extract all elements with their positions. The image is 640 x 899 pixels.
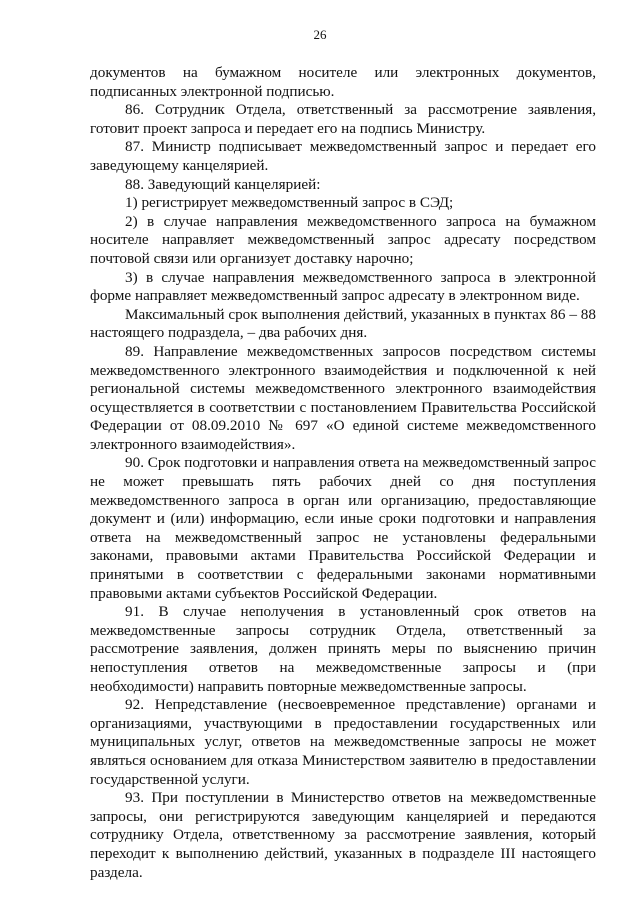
paragraph-continuation: документов на бумажном носителе или электронных документов, подписанных электронной подписью. — [90, 64, 596, 100]
document-body — [90, 64, 596, 882]
paragraph-90: 90. Срок подготовки и направления ответа на межведомственный запрос не может превышать пять рабочих дней со дня поступления межведомственного запроса в орган или организацию, предоставляющие документ и (или) информацию, если иные сроки подготовки и направления ответа на межведомственный запрос не установлены федеральными законами, правовыми актами Правительства Российской Федерации и принятыми в соответствии с федеральными законами нормативными правовыми актами субъектов Российской Федерации. — [90, 454, 596, 602]
paragraph-86: 86. Сотрудник Отдела, ответственный за рассмотрение заявления, готовит проект запроса и передает его на подпись Министру. — [90, 101, 596, 137]
page-number: 26 — [313, 27, 327, 42]
paragraph-88-item-2: 2) в случае направления межведомственного запроса на бумажном носителе направляет межведомственный запрос адресату посредством почтовой связи или организует доставку нарочно; — [90, 212, 596, 267]
paragraph-88-item-1: 1) регистрирует межведомственный запрос в СЭД; — [125, 194, 454, 212]
paragraph-92: 92. Непредставление (несвоевременное представление) органами и организациями, участвующими в предоставлении государственных или муниципальных услуг, ответов на межведомственные запросы не может являться основанием для отказа Министерством заявителю в предоставлении государственной услуги. — [90, 696, 596, 788]
paragraph-89: 89. Направление межведомственных запросов посредством системы межведомственного электронного взаимодействия и подключенной к ней региональной системы межведомственного электронного взаимодействия осуществляется в соответствии с постановлением Правительства Российской Федерации от 08.09.2010 № 697 «О единой системе межведомственного электронного взаимодействия». — [90, 342, 596, 453]
paragraph-93: 93. При поступлении в Министерство ответов на межведомственные запросы, они регистрируются заведующим канцелярией и передаются сотруднику Отдела, ответственному за рассмотрение заявления, который переходит к выполнению действий, указанных в подразделе III настоящего раздела. — [90, 789, 596, 881]
paragraph-88-item-3: 3) в случае направления межведомственного запроса в электронной форме направляет межведомственный запрос адресату в электронном виде. — [90, 268, 596, 305]
paragraph-87: 87. Министр подписывает межведомственный запрос и передает его заведующему канцелярией. — [90, 138, 596, 174]
paragraph-91: 91. В случае неполучения в установленный срок ответов на межведомственные запросы сотрудник Отдела, ответственный за рассмотрение заявления, должен принять меры по выяснению причин непоступления ответов на межведомственные запросы и (при необходимости) направить повторные межведомственные запросы. — [90, 603, 596, 695]
paragraph-max-term: Максимальный срок выполнения действий, указанных в пунктах 86 – 88 настоящего подраздела, – два рабочих дня. — [90, 305, 596, 342]
paragraph-88: 88. Заведующий канцелярией: — [125, 175, 321, 193]
